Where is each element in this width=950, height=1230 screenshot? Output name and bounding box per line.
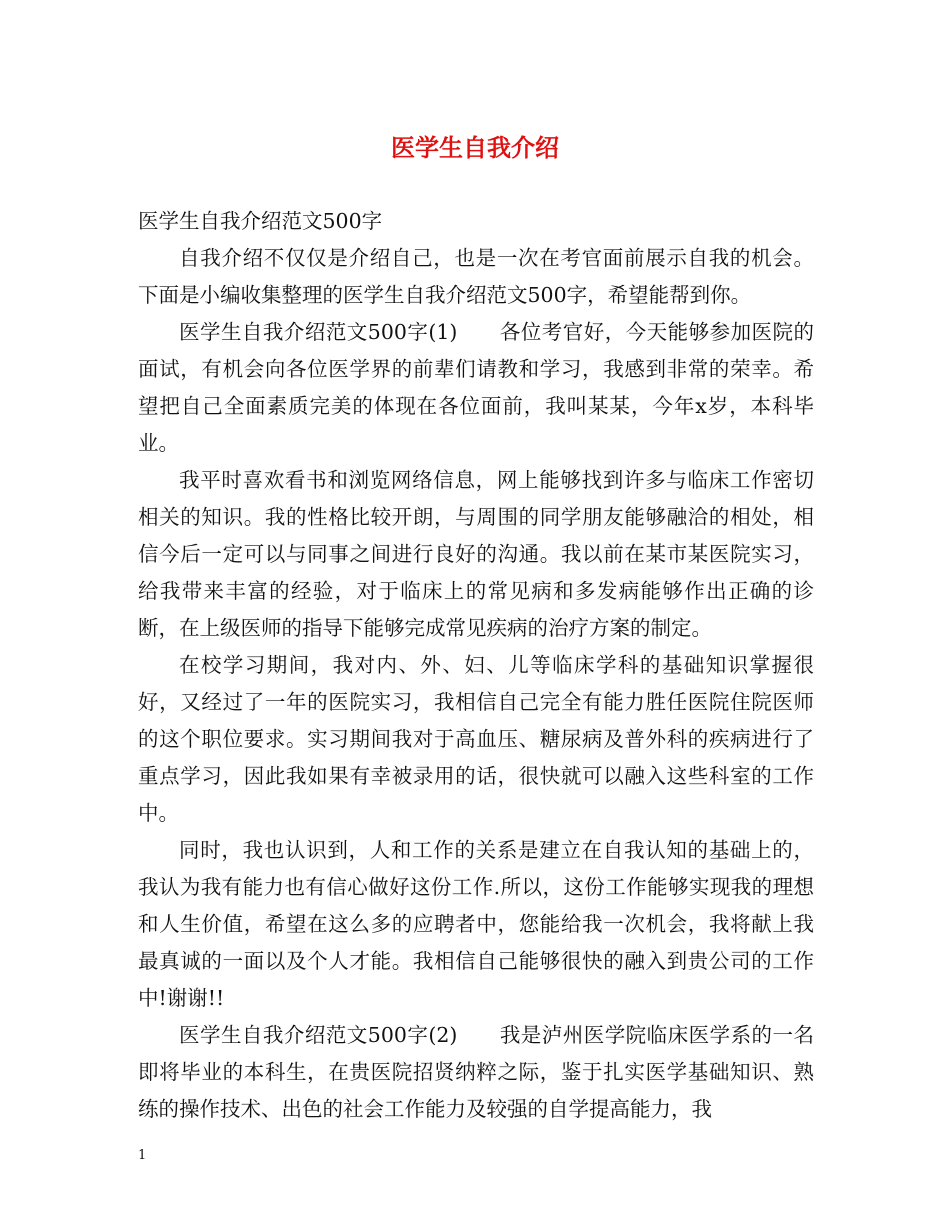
- hobbies-paragraph: 我平时喜欢看书和浏览网络信息，网上能够找到许多与临床工作密切相关的知识。我的性格比较开朗，与周围的同学朋友能够融洽的相处，相信今后一定可以与同事之间进行良好的沟通。我以前在某市某医院实习，给我带来丰富的经验，对于临床上的常见病和多发病能够作出正确的诊断，在上级医师的指导下能够完成常见疾病的治疗方案的制定。: [138, 468, 814, 640]
- closing-paragraph: 同时，我也认识到，人和工作的关系是建立在自我认知的基础上的，我认为我有能力也有信心做好这份工作.所以，这份工作能够实现我的理想和人生价值，希望在这么多的应聘者中，您能给我一次机会，我将献上我最真诚的一面以及个人才能。我相信自己能够很快的融入到贵公司的工作中!谢谢!!: [138, 838, 814, 1010]
- study-paragraph: 在校学习期间，我对内、外、妇、儿等临床学科的基础知识掌握很好，又经过了一年的医院实习，我相信自己完全有能力胜任医院住院医师的这个职位要求。实习期间我对于高血压、糖尿病及普外科的疾病进行了重点学习，因此我如果有幸被录用的话，很快就可以融入这些科室的工作中。: [138, 653, 814, 825]
- page-number: 1: [138, 1148, 147, 1163]
- intro-paragraph: 自我介绍不仅仅是介绍自己，也是一次在考官面前展示自我的机会。下面是小编收集整理的医学生自我介绍范文500字，希望能帮到你。: [138, 246, 814, 307]
- document-title: 医学生自我介绍: [391, 134, 559, 162]
- document-body: [138, 203, 814, 1128]
- subtitle-paragraph: 医学生自我介绍范文500字: [138, 209, 383, 233]
- sample-1-paragraph: 医学生自我介绍范文500字(1) 各位考官好，今天能够参加医院的面试，有机会向各位医学界的前辈们请教和学习，我感到非常的荣幸。希望把自己全面素质完美的体现在各位面前，我叫某某，今年x岁，本科毕业。: [138, 320, 814, 455]
- sample-2-paragraph: 医学生自我介绍范文500字(2) 我是泸州医学院临床医学系的一名即将毕业的本科生，在贵医院招贤纳粹之际，鉴于扎实医学基础知识、熟练的操作技术、出色的社会工作能力及较强的自学提高能力，我: [138, 1023, 814, 1121]
